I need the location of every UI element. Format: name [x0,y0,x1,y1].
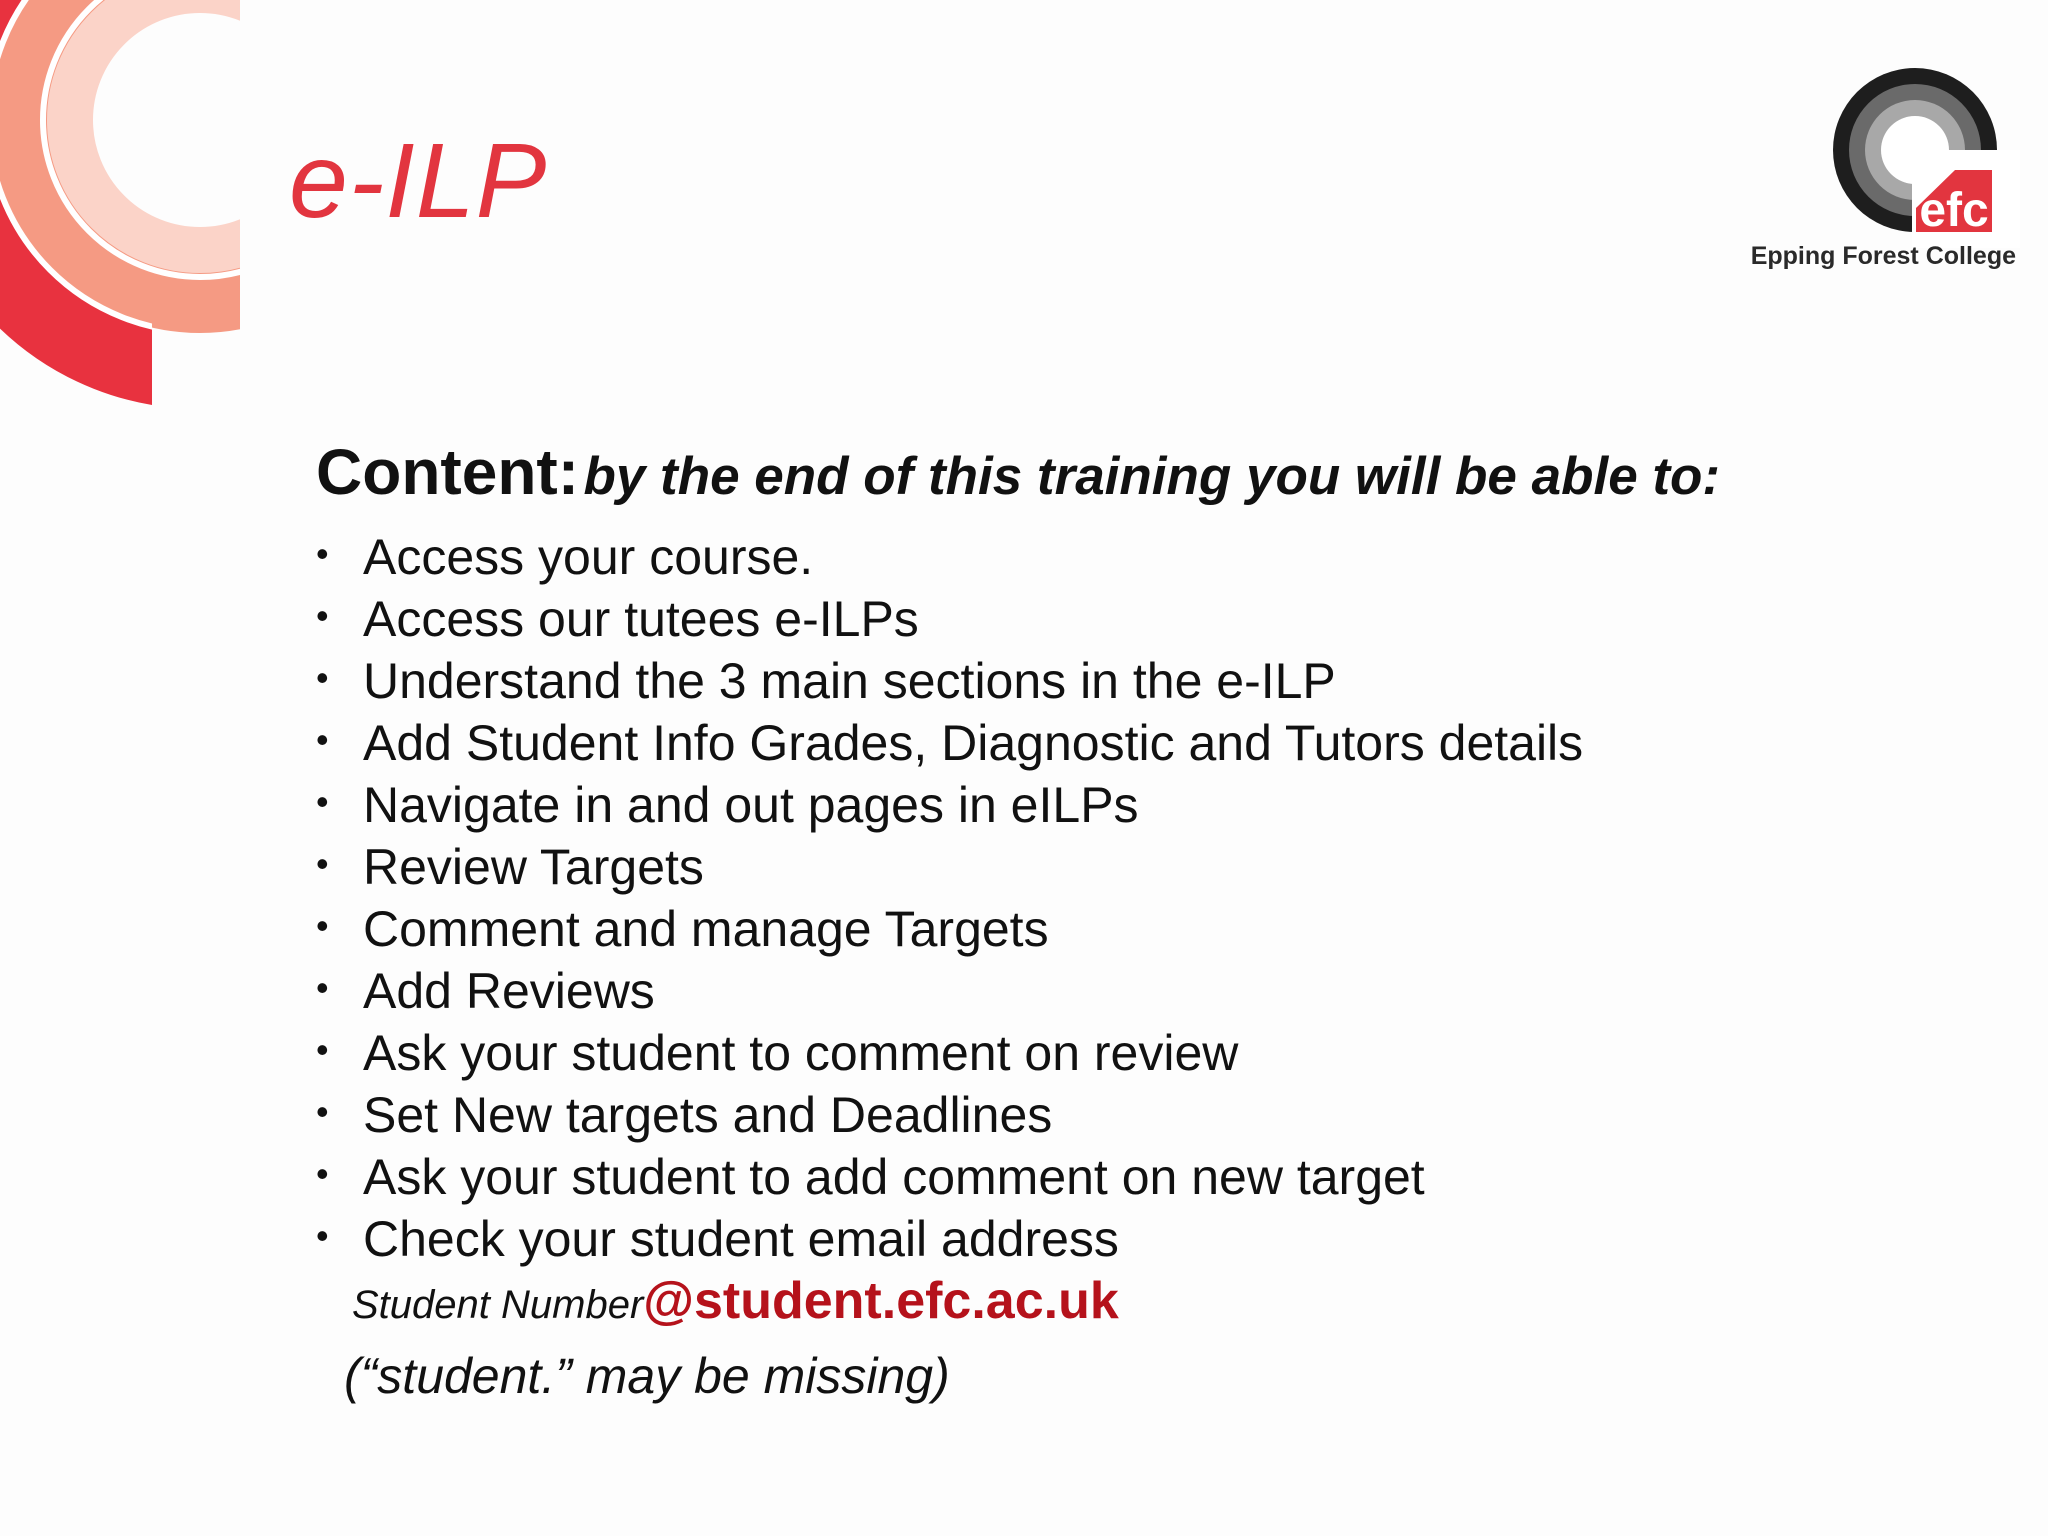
logo-caption: Epping Forest College [1750,242,2016,270]
objective-item [316,836,2016,898]
logo-efc-text: efc [1919,184,1989,237]
bullet-icon: • [316,1091,329,1132]
logo-rings-icon [1740,48,2020,248]
college-logo [1740,48,2020,280]
content-block [316,436,2016,1407]
email-format [316,1270,2016,1345]
objective-text: Access our tutees e-ILPs [363,591,919,647]
objective-text: Access your course. [363,529,814,585]
slide-title: e-ILP [289,122,548,240]
objective-item [316,960,2016,1022]
objectives-list [316,526,2016,1270]
objective-text: Check your student email address [363,1211,1119,1267]
email-domain: @student.efc.ac.uk [643,1272,1119,1330]
objective-text: Review Targets [363,839,704,895]
objective-text: Understand the 3 main sections in the e-ILP [363,653,1336,709]
objective-item [316,712,2016,774]
objective-item [316,774,2016,836]
bullet-icon: • [316,657,329,698]
bullet-icon: • [316,1029,329,1070]
email-note: (“student.” may be missing) [344,1348,950,1404]
content-heading [316,436,2016,526]
heading-subtitle: by the end of this training you will be able to: [583,447,1721,506]
objective-item [316,650,2016,712]
bullet-icon: • [316,533,329,574]
objective-text: Set New targets and Deadlines [363,1087,1053,1143]
bullet-icon: • [316,1153,329,1194]
objective-text: Ask your student to add comment on new target [363,1149,1425,1205]
bullet-icon: • [316,967,329,1008]
bullet-icon: • [316,1215,329,1256]
objective-text: Navigate in and out pages in eILPs [363,777,1139,833]
bullet-icon: • [316,843,329,884]
objective-item [316,898,2016,960]
objective-item [316,588,2016,650]
objective-text: Add Student Info Grades, Diagnostic and Tutors details [363,715,1584,771]
email-prefix: Student Number [352,1283,644,1327]
heading-lead: Content: [316,436,580,508]
bullet-icon: • [316,781,329,822]
corner-arcs-decoration [0,0,260,420]
objective-item [316,1146,2016,1208]
objective-item [316,1208,2016,1270]
bullet-icon: • [316,595,329,636]
objective-text: Add Reviews [363,963,655,1019]
bullet-icon: • [316,719,329,760]
objective-item [316,1022,2016,1084]
objective-item [316,526,2016,588]
objective-text: Comment and manage Targets [363,901,1049,957]
objective-text: Ask your student to comment on review [363,1025,1239,1081]
arc-inner [70,0,260,250]
objective-item [316,1084,2016,1146]
bullet-icon: • [316,905,329,946]
